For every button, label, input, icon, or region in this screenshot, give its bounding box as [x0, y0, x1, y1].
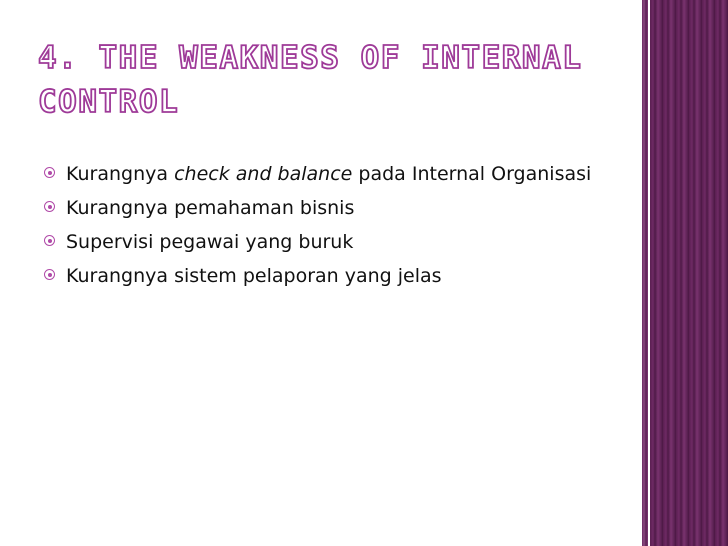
list-item	[44, 160, 604, 188]
bullet-text: Supervisi pegawai yang buruk	[66, 231, 354, 253]
slide-title: 4. THE WEAKNESS OF INTERNAL CONTROL	[38, 40, 583, 120]
decorative-stripe	[642, 0, 648, 546]
bullet-text-pre: Kurangnya	[66, 163, 175, 185]
circle-bullet-icon	[44, 269, 55, 280]
list-item	[44, 262, 604, 290]
bullet-text-post: pada Internal Organisasi	[352, 163, 592, 185]
bullet-text: Kurangnya pemahaman bisnis	[66, 197, 355, 219]
decorative-side-bar	[650, 0, 728, 546]
circle-bullet-icon	[44, 201, 55, 212]
bullet-text-italic: check and balance	[174, 163, 353, 185]
bullet-list	[44, 160, 604, 296]
list-item	[44, 228, 604, 256]
circle-bullet-icon	[44, 235, 55, 246]
bullet-text: Kurangnya sistem pelaporan yang jelas	[66, 265, 442, 287]
circle-bullet-icon	[44, 167, 55, 178]
list-item	[44, 194, 604, 222]
